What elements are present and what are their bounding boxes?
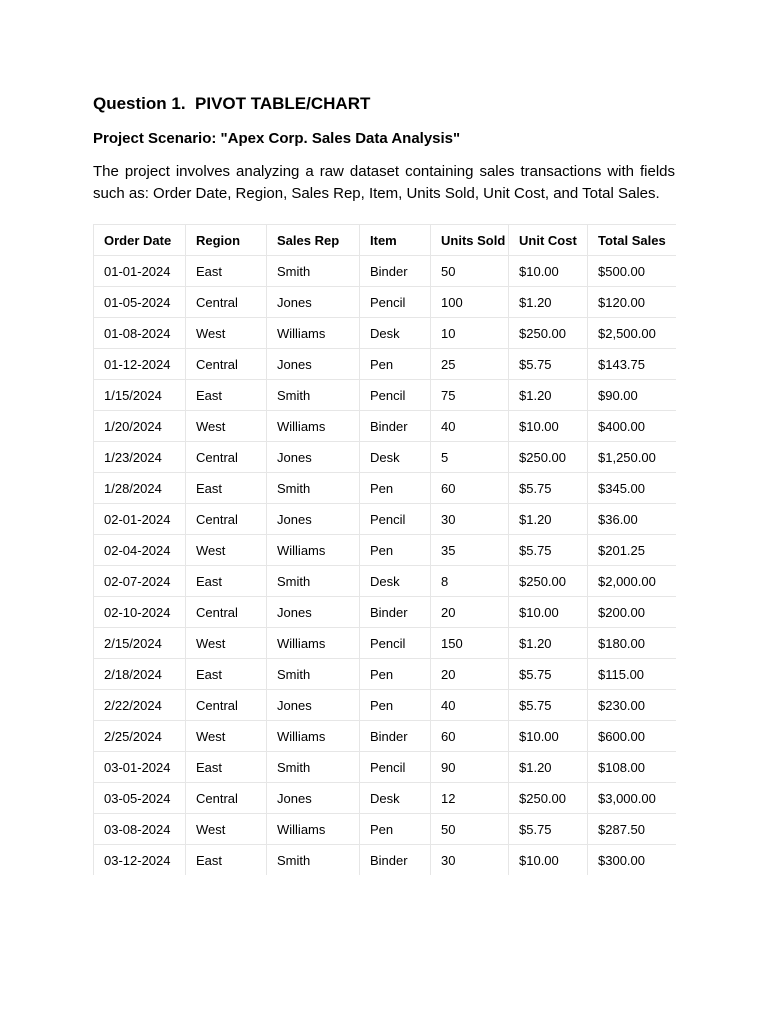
cell-region: East xyxy=(186,845,267,876)
cell-total-sales: $180.00 xyxy=(588,628,676,659)
cell-total-sales: $287.50 xyxy=(588,814,676,845)
cell-order-date: 01-01-2024 xyxy=(94,256,186,287)
cell-order-date: 01-05-2024 xyxy=(94,287,186,318)
column-header-item: Item xyxy=(360,225,431,256)
table-row xyxy=(94,349,676,380)
cell-item: Pencil xyxy=(360,287,431,318)
cell-units-sold: 25 xyxy=(431,349,509,380)
cell-item: Pencil xyxy=(360,380,431,411)
cell-region: West xyxy=(186,318,267,349)
cell-region: East xyxy=(186,256,267,287)
cell-order-date: 1/23/2024 xyxy=(94,442,186,473)
column-header-unit-cost: Unit Cost xyxy=(509,225,588,256)
table-row xyxy=(94,287,676,318)
cell-item: Binder xyxy=(360,721,431,752)
cell-order-date: 03-05-2024 xyxy=(94,783,186,814)
cell-units-sold: 75 xyxy=(431,380,509,411)
cell-total-sales: $230.00 xyxy=(588,690,676,721)
table-row xyxy=(94,473,676,504)
cell-unit-cost: $10.00 xyxy=(509,721,588,752)
cell-order-date: 2/18/2024 xyxy=(94,659,186,690)
cell-units-sold: 40 xyxy=(431,690,509,721)
cell-sales-rep: Smith xyxy=(267,659,360,690)
cell-region: East xyxy=(186,473,267,504)
table-row xyxy=(94,752,676,783)
cell-total-sales: $3,000.00 xyxy=(588,783,676,814)
cell-order-date: 1/28/2024 xyxy=(94,473,186,504)
project-scenario-heading: Project Scenario: "Apex Corp. Sales Data Analysis" xyxy=(93,130,461,147)
cell-region: West xyxy=(186,411,267,442)
cell-sales-rep: Williams xyxy=(267,535,360,566)
table-row xyxy=(94,380,676,411)
table-row xyxy=(94,659,676,690)
cell-region: Central xyxy=(186,783,267,814)
cell-units-sold: 100 xyxy=(431,287,509,318)
cell-item: Binder xyxy=(360,256,431,287)
cell-units-sold: 10 xyxy=(431,318,509,349)
cell-units-sold: 60 xyxy=(431,721,509,752)
cell-total-sales: $300.00 xyxy=(588,845,676,876)
cell-sales-rep: Jones xyxy=(267,783,360,814)
cell-item: Desk xyxy=(360,566,431,597)
cell-units-sold: 40 xyxy=(431,411,509,442)
cell-item: Pen xyxy=(360,535,431,566)
cell-sales-rep: Jones xyxy=(267,349,360,380)
cell-units-sold: 90 xyxy=(431,752,509,783)
cell-sales-rep: Williams xyxy=(267,721,360,752)
cell-units-sold: 30 xyxy=(431,845,509,876)
table-row xyxy=(94,442,676,473)
column-header-order-date: Order Date xyxy=(94,225,186,256)
cell-region: West xyxy=(186,628,267,659)
cell-sales-rep: Jones xyxy=(267,287,360,318)
table-row xyxy=(94,318,676,349)
cell-order-date: 1/15/2024 xyxy=(94,380,186,411)
cell-units-sold: 50 xyxy=(431,256,509,287)
cell-unit-cost: $5.75 xyxy=(509,535,588,566)
cell-order-date: 01-08-2024 xyxy=(94,318,186,349)
cell-order-date: 03-12-2024 xyxy=(94,845,186,876)
cell-region: Central xyxy=(186,597,267,628)
cell-order-date: 2/22/2024 xyxy=(94,690,186,721)
cell-item: Pen xyxy=(360,349,431,380)
cell-units-sold: 5 xyxy=(431,442,509,473)
table-row xyxy=(94,504,676,535)
cell-region: Central xyxy=(186,504,267,535)
cell-unit-cost: $5.75 xyxy=(509,349,588,380)
cell-total-sales: $1,250.00 xyxy=(588,442,676,473)
cell-order-date: 03-08-2024 xyxy=(94,814,186,845)
cell-units-sold: 20 xyxy=(431,659,509,690)
cell-unit-cost: $1.20 xyxy=(509,628,588,659)
table-row xyxy=(94,690,676,721)
cell-region: Central xyxy=(186,287,267,318)
cell-item: Pen xyxy=(360,814,431,845)
cell-unit-cost: $1.20 xyxy=(509,380,588,411)
table-row xyxy=(94,814,676,845)
cell-units-sold: 150 xyxy=(431,628,509,659)
cell-sales-rep: Williams xyxy=(267,318,360,349)
cell-item: Pen xyxy=(360,690,431,721)
cell-unit-cost: $10.00 xyxy=(509,597,588,628)
cell-unit-cost: $1.20 xyxy=(509,752,588,783)
cell-region: East xyxy=(186,752,267,783)
cell-units-sold: 8 xyxy=(431,566,509,597)
cell-unit-cost: $250.00 xyxy=(509,566,588,597)
cell-sales-rep: Williams xyxy=(267,411,360,442)
cell-sales-rep: Smith xyxy=(267,256,360,287)
cell-unit-cost: $10.00 xyxy=(509,411,588,442)
cell-unit-cost: $5.75 xyxy=(509,473,588,504)
cell-order-date: 02-10-2024 xyxy=(94,597,186,628)
cell-total-sales: $36.00 xyxy=(588,504,676,535)
table-row xyxy=(94,411,676,442)
cell-total-sales: $500.00 xyxy=(588,256,676,287)
cell-item: Pencil xyxy=(360,752,431,783)
cell-total-sales: $201.25 xyxy=(588,535,676,566)
cell-total-sales: $108.00 xyxy=(588,752,676,783)
cell-total-sales: $90.00 xyxy=(588,380,676,411)
question-heading: Question 1. PIVOT TABLE/CHART xyxy=(93,94,371,113)
intro-paragraph: The project involves analyzing a raw dataset containing sales transactions with fields such as: Order Date, Region, Sales Rep, Item, Units Sold, Unit Cost, and Total Sales. xyxy=(93,163,675,202)
cell-item: Desk xyxy=(360,318,431,349)
cell-order-date: 02-01-2024 xyxy=(94,504,186,535)
cell-order-date: 2/25/2024 xyxy=(94,721,186,752)
table-row xyxy=(94,845,676,876)
cell-region: West xyxy=(186,721,267,752)
cell-item: Pen xyxy=(360,659,431,690)
cell-order-date: 2/15/2024 xyxy=(94,628,186,659)
cell-total-sales: $115.00 xyxy=(588,659,676,690)
cell-region: East xyxy=(186,659,267,690)
cell-sales-rep: Smith xyxy=(267,845,360,876)
cell-item: Binder xyxy=(360,411,431,442)
cell-order-date: 03-01-2024 xyxy=(94,752,186,783)
cell-units-sold: 12 xyxy=(431,783,509,814)
table-header-row xyxy=(94,225,676,256)
sales-data-table xyxy=(93,224,676,875)
cell-order-date: 01-12-2024 xyxy=(94,349,186,380)
cell-region: East xyxy=(186,566,267,597)
cell-unit-cost: $1.20 xyxy=(509,287,588,318)
cell-sales-rep: Williams xyxy=(267,628,360,659)
cell-units-sold: 60 xyxy=(431,473,509,504)
cell-region: Central xyxy=(186,690,267,721)
cell-item: Pencil xyxy=(360,628,431,659)
table-row xyxy=(94,628,676,659)
cell-unit-cost: $250.00 xyxy=(509,442,588,473)
cell-sales-rep: Smith xyxy=(267,752,360,783)
cell-region: East xyxy=(186,380,267,411)
column-header-sales-rep: Sales Rep xyxy=(267,225,360,256)
table-row xyxy=(94,721,676,752)
table-row xyxy=(94,535,676,566)
cell-region: West xyxy=(186,535,267,566)
cell-sales-rep: Williams xyxy=(267,814,360,845)
cell-unit-cost: $5.75 xyxy=(509,690,588,721)
cell-sales-rep: Jones xyxy=(267,690,360,721)
cell-total-sales: $345.00 xyxy=(588,473,676,504)
cell-order-date: 02-04-2024 xyxy=(94,535,186,566)
column-header-units-sold: Units Sold xyxy=(431,225,509,256)
cell-item: Binder xyxy=(360,845,431,876)
cell-sales-rep: Smith xyxy=(267,380,360,411)
cell-total-sales: $143.75 xyxy=(588,349,676,380)
cell-total-sales: $120.00 xyxy=(588,287,676,318)
cell-unit-cost: $5.75 xyxy=(509,659,588,690)
cell-unit-cost: $5.75 xyxy=(509,814,588,845)
cell-item: Desk xyxy=(360,442,431,473)
cell-sales-rep: Jones xyxy=(267,442,360,473)
cell-region: Central xyxy=(186,442,267,473)
cell-units-sold: 50 xyxy=(431,814,509,845)
cell-unit-cost: $10.00 xyxy=(509,845,588,876)
cell-total-sales: $400.00 xyxy=(588,411,676,442)
cell-units-sold: 30 xyxy=(431,504,509,535)
cell-units-sold: 20 xyxy=(431,597,509,628)
cell-item: Pen xyxy=(360,473,431,504)
cell-item: Desk xyxy=(360,783,431,814)
table-row xyxy=(94,597,676,628)
cell-unit-cost: $1.20 xyxy=(509,504,588,535)
table-body xyxy=(94,256,676,876)
cell-item: Pencil xyxy=(360,504,431,535)
cell-item: Binder xyxy=(360,597,431,628)
cell-unit-cost: $10.00 xyxy=(509,256,588,287)
cell-total-sales: $600.00 xyxy=(588,721,676,752)
cell-sales-rep: Jones xyxy=(267,504,360,535)
cell-region: West xyxy=(186,814,267,845)
table-row xyxy=(94,566,676,597)
cell-sales-rep: Smith xyxy=(267,473,360,504)
cell-unit-cost: $250.00 xyxy=(509,783,588,814)
cell-total-sales: $2,000.00 xyxy=(588,566,676,597)
cell-region: Central xyxy=(186,349,267,380)
cell-order-date: 02-07-2024 xyxy=(94,566,186,597)
cell-unit-cost: $250.00 xyxy=(509,318,588,349)
column-header-total-sales: Total Sales xyxy=(588,225,676,256)
cell-sales-rep: Smith xyxy=(267,566,360,597)
cell-sales-rep: Jones xyxy=(267,597,360,628)
column-header-region: Region xyxy=(186,225,267,256)
cell-units-sold: 35 xyxy=(431,535,509,566)
cell-total-sales: $200.00 xyxy=(588,597,676,628)
cell-total-sales: $2,500.00 xyxy=(588,318,676,349)
cell-order-date: 1/20/2024 xyxy=(94,411,186,442)
table-row xyxy=(94,783,676,814)
table-row xyxy=(94,256,676,287)
